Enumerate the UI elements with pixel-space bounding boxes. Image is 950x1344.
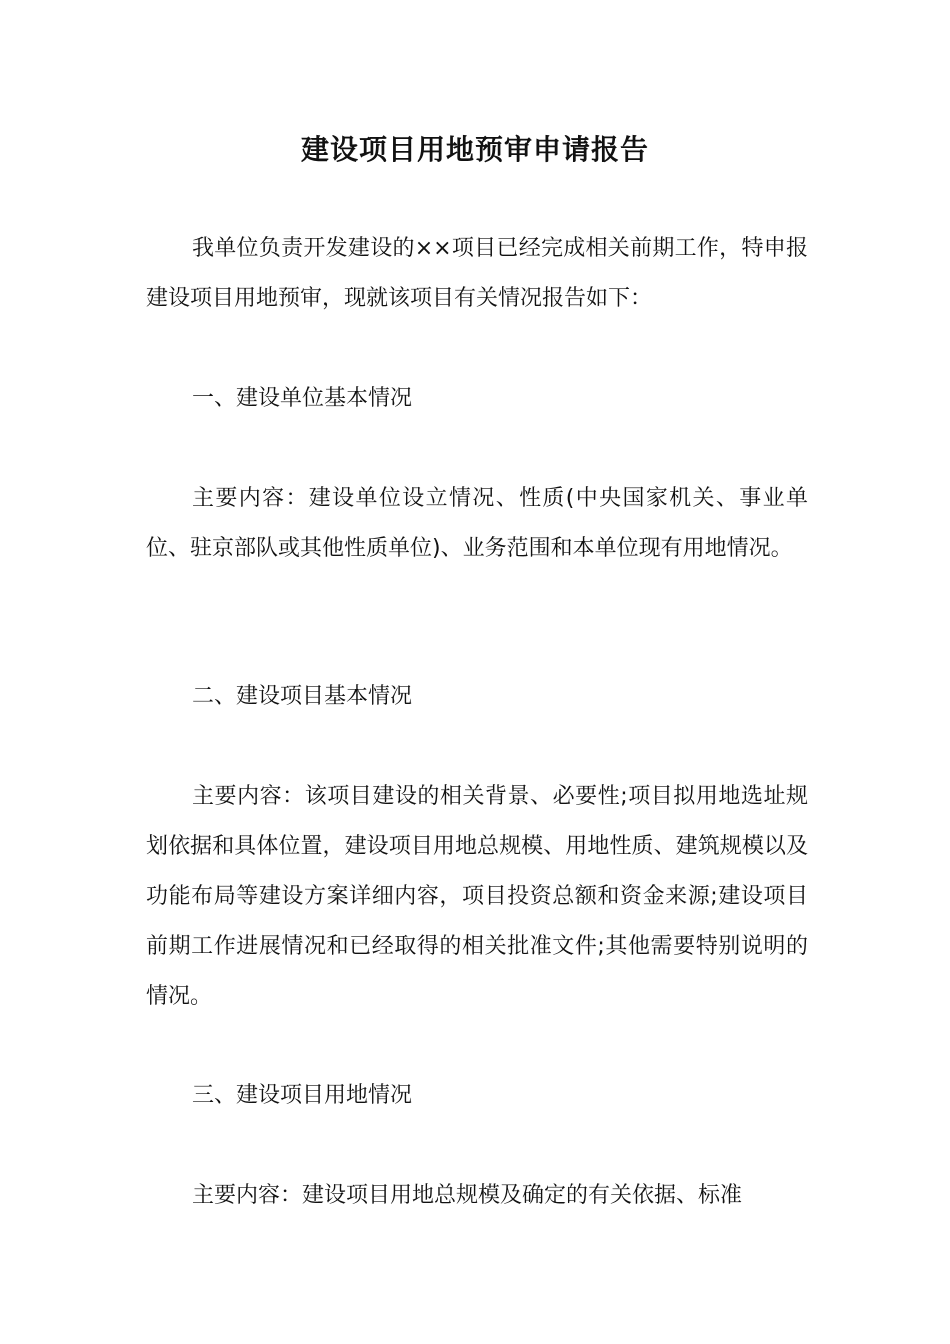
intro-paragraph: 我单位负责开发建设的××项目已经完成相关前期工作，特申报建设项目用地预审，现就该项目有关情况报告如下： (146, 236, 808, 311)
section-2-content: 主要内容：该项目建设的相关背景、必要性;项目拟用地选址规划依据和具体位置，建设项目用地总规模、用地性质、建筑规模以及功能布局等建设方案详细内容，项目投资总额和资金来源;建设项目前期工作进展情况和已经取得的相关批准文件;其他需要特别说明的情况。 (146, 784, 808, 1009)
section-3-heading: 三、建设项目用地情况 (192, 1083, 413, 1108)
section-1-heading: 一、建设单位基本情况 (192, 386, 413, 411)
document-title: 建设项目用地预审申请报告 (300, 133, 649, 166)
section-3-content: 主要内容：建设项目用地总规模及确定的有关依据、标准 (192, 1183, 743, 1208)
section-2-heading: 二、建设项目基本情况 (192, 684, 413, 709)
section-1-content: 主要内容：建设单位设立情况、性质(中央国家机关、事业单位、驻京部队或其他性质单位)、业务范围和本单位现有用地情况。 (146, 486, 808, 561)
